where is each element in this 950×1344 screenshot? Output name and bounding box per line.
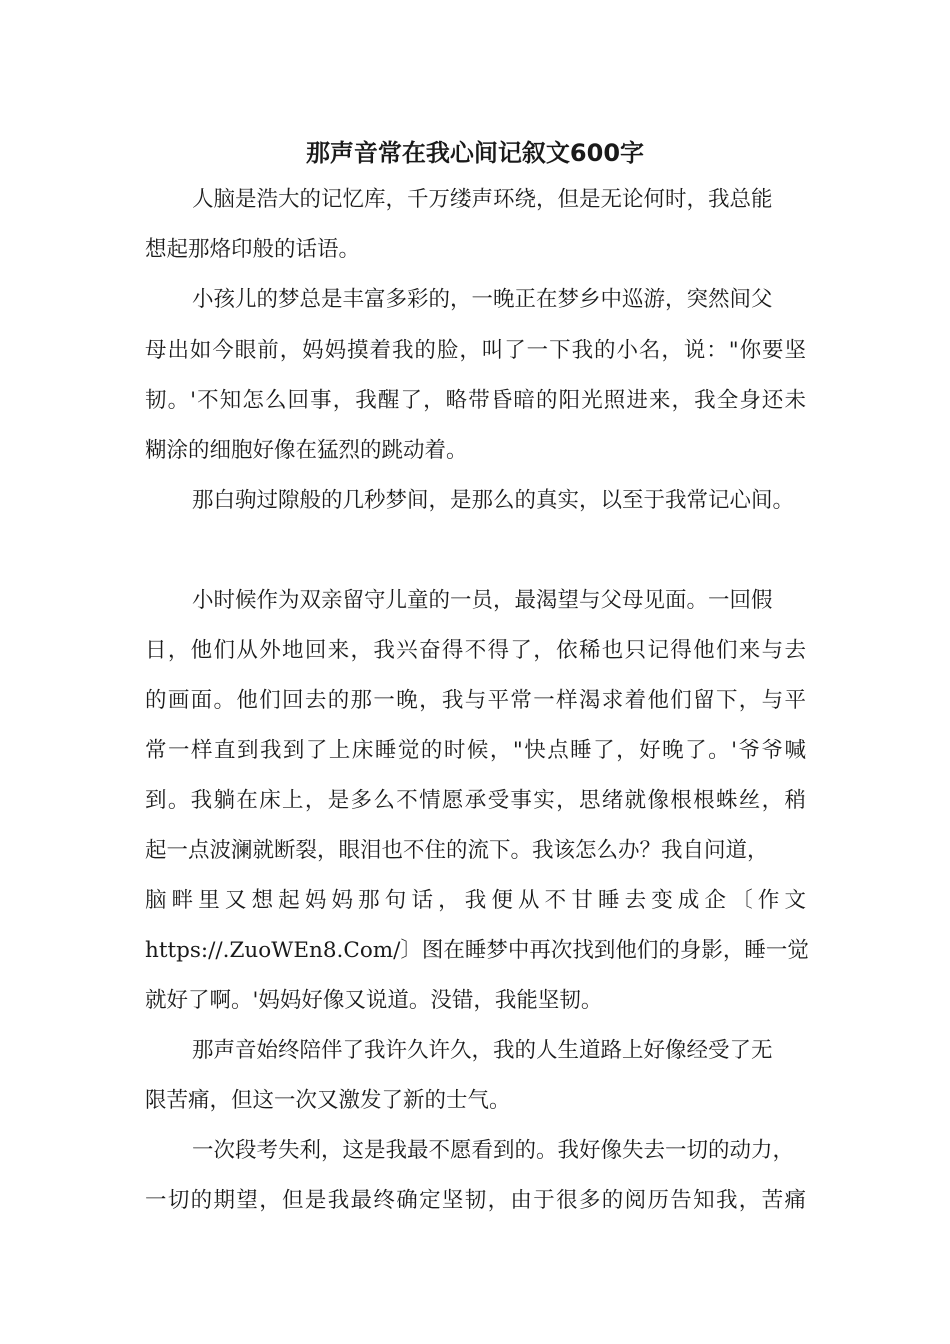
text-line: 那声音始终陪伴了我许久许久，我的人生道路上好像经受了无 [192, 1038, 773, 1063]
text-line: 糊涂的细胞好像在猛烈的跳动着。 [145, 438, 468, 463]
text-line: 限苦痛，但这一次又激发了新的士气。 [145, 1088, 511, 1113]
text-line: 日，他们从外地回来，我兴奋得不得了，依稀也只记得他们来与去 [145, 638, 806, 663]
text-line: 小孩儿的梦总是丰富多彩的，一晚正在梦乡中巡游，突然间父 [192, 287, 773, 312]
text-line: https://.ZuoWEn8.Com/〕图在睡梦中再次找到他们的身影，睡一觉 [145, 938, 809, 963]
text-line: 母出如今眼前，妈妈摸着我的脸，叫了一下我的小名，说："你要坚 [145, 338, 806, 363]
text-line: 一切的期望，但是我最终确定坚韧，由于很多的阅历告知我，苦痛 [145, 1188, 806, 1213]
text-line: 到。我躺在床上，是多么不情愿承受事实，思绪就像根根蛛丝，稍 [145, 788, 806, 813]
text-line: 那白驹过隙般的几秒梦间，是那么的真实，以至于我常记心间。 [192, 488, 795, 513]
text-line: 起一点波澜就断裂，眼泪也不住的流下。我该怎么办？我自问道， [145, 838, 769, 863]
page-title: 那声音常在我心间记叙文600字 [305, 139, 645, 167]
text-line: 小时候作为双亲留守儿童的一员，最渴望与父母见面。一回假 [192, 588, 773, 613]
text-line: 人脑是浩大的记忆库，千万缕声环绕，但是无论何时，我总能 [192, 187, 773, 212]
text-line: 常一样直到我到了上床睡觉的时候，"快点睡了，好晚了。'爷爷喊 [145, 738, 806, 763]
text-line: 脑畔里又想起妈妈那句话，我便从不甘睡去变成企〔作文 [145, 888, 806, 913]
text-line: 想起那烙印般的话语。 [145, 237, 361, 262]
text-line: 韧。'不知怎么回事，我醒了，略带昏暗的阳光照进来，我全身还未 [145, 388, 806, 413]
text-line: 一次段考失利，这是我最不愿看到的。我好像失去一切的动力， [192, 1138, 795, 1163]
text-line: 的画面。他们回去的那一晚，我与平常一样渴求着他们留下，与平 [145, 688, 806, 713]
text-line: 就好了啊。'妈妈好像又说道。没错，我能坚韧。 [145, 988, 603, 1013]
